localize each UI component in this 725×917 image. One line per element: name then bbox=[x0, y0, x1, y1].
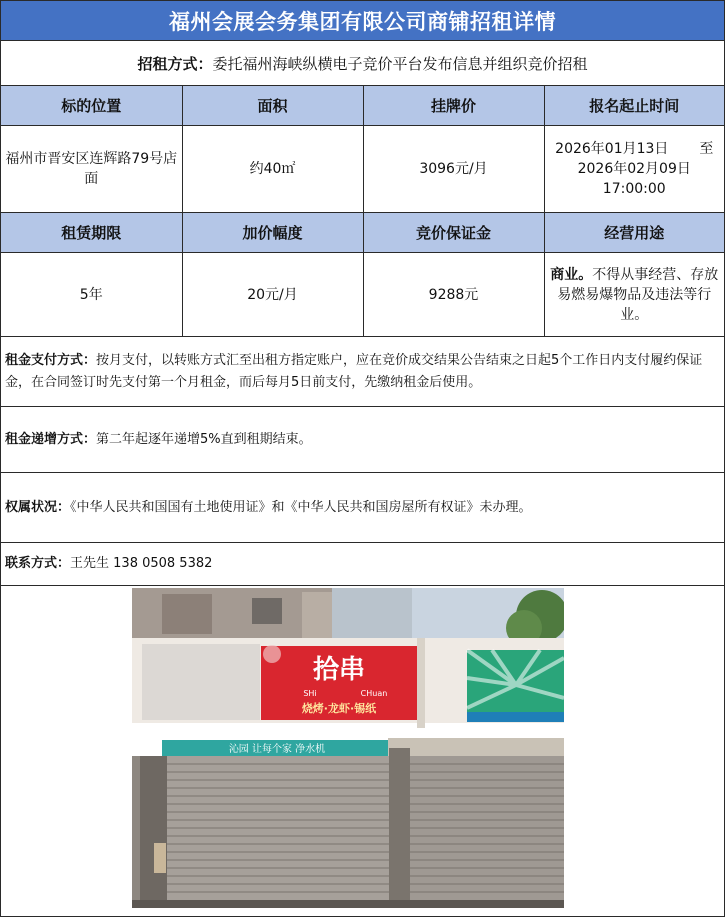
usage-text: 不得从事经营、存放易燃易爆物品及违法等行业。 bbox=[557, 266, 719, 323]
shop-sign-pinyin-left: SHi bbox=[303, 689, 317, 698]
usage-bold: 商业。 bbox=[550, 266, 593, 283]
table-header-row bbox=[1, 213, 724, 253]
header-area: 面积 bbox=[182, 86, 363, 126]
details-table bbox=[1, 86, 724, 337]
page-title: 福州会展会务集团有限公司商铺招租详情 bbox=[1, 1, 724, 41]
header-location: 标的位置 bbox=[1, 86, 182, 126]
storefront-photo bbox=[132, 588, 564, 908]
date-start-line bbox=[549, 139, 721, 159]
payment-label: 租金支付方式： bbox=[5, 352, 97, 368]
table-row bbox=[1, 253, 724, 337]
contact-text: 王先生 138 0508 5382 bbox=[70, 556, 213, 571]
tender-method bbox=[1, 41, 724, 86]
tender-method-label: 招租方式： bbox=[137, 54, 213, 73]
header-deposit: 竞价保证金 bbox=[363, 213, 544, 253]
date-start: 2026年01月13日 bbox=[555, 141, 669, 157]
increment-value: 20元/月 bbox=[182, 253, 363, 337]
shop-sign-pinyin-right: CHuan bbox=[360, 689, 388, 698]
usage-value bbox=[544, 253, 724, 337]
ownership-text: 《中华人民共和国国有土地使用证》和《中华人民共和国房屋所有权证》未办理。 bbox=[70, 499, 532, 515]
location-value: 福州市晋安区连辉路79号店面 bbox=[1, 126, 182, 213]
header-term: 租赁期限 bbox=[1, 213, 182, 253]
storefront-illustration bbox=[132, 588, 564, 908]
increase-label: 租金递增方式： bbox=[5, 431, 97, 447]
deposit-value: 9288元 bbox=[363, 253, 544, 337]
contact-label: 联系方式： bbox=[5, 556, 71, 571]
header-price: 挂牌价 bbox=[363, 86, 544, 126]
registration-period-value bbox=[544, 126, 724, 213]
rent-increase bbox=[1, 407, 724, 473]
increase-text: 第二年起逐年递增5%直到租期结束。 bbox=[96, 431, 312, 447]
table-row bbox=[1, 126, 724, 213]
term-value: 5年 bbox=[1, 253, 182, 337]
left-shutter bbox=[167, 756, 389, 902]
right-shutter bbox=[410, 756, 564, 902]
date-time: 17:00:00 bbox=[602, 181, 666, 197]
ownership-label: 权属状况： bbox=[5, 499, 71, 515]
shop-sign-subtitle: 烧烤·龙虾·锡纸 bbox=[301, 702, 377, 715]
ownership-status bbox=[1, 473, 724, 543]
price-value: 3096元/月 bbox=[363, 126, 544, 213]
contact-info bbox=[1, 543, 724, 586]
payment-terms bbox=[1, 337, 724, 407]
table-header-row bbox=[1, 86, 724, 126]
shop-sign-title: 拾串 bbox=[312, 655, 366, 685]
date-end: 2026年02月09日 bbox=[577, 161, 691, 177]
tender-method-text: 委托福州海峡纵横电子竞价平台发布信息并组织竞价招租 bbox=[212, 54, 588, 73]
header-registration-period: 报名起止时间 bbox=[544, 86, 724, 126]
date-separator: 至 bbox=[699, 141, 714, 157]
area-value: 约40㎡ bbox=[182, 126, 363, 213]
shop-banner-text: 沁园 让每个家 净水机 bbox=[228, 744, 326, 755]
header-usage: 经营用途 bbox=[544, 213, 724, 253]
payment-text: 按月支付，以转账方式汇至出租方指定账户，应在竞价成交结果公告结束之日起5个工作日内支付履约保证金，在合同签订时先支付第一个月租金，而后每月5日前支付，先缴纳租金后使用。 bbox=[5, 352, 703, 390]
header-increment: 加价幅度 bbox=[182, 213, 363, 253]
